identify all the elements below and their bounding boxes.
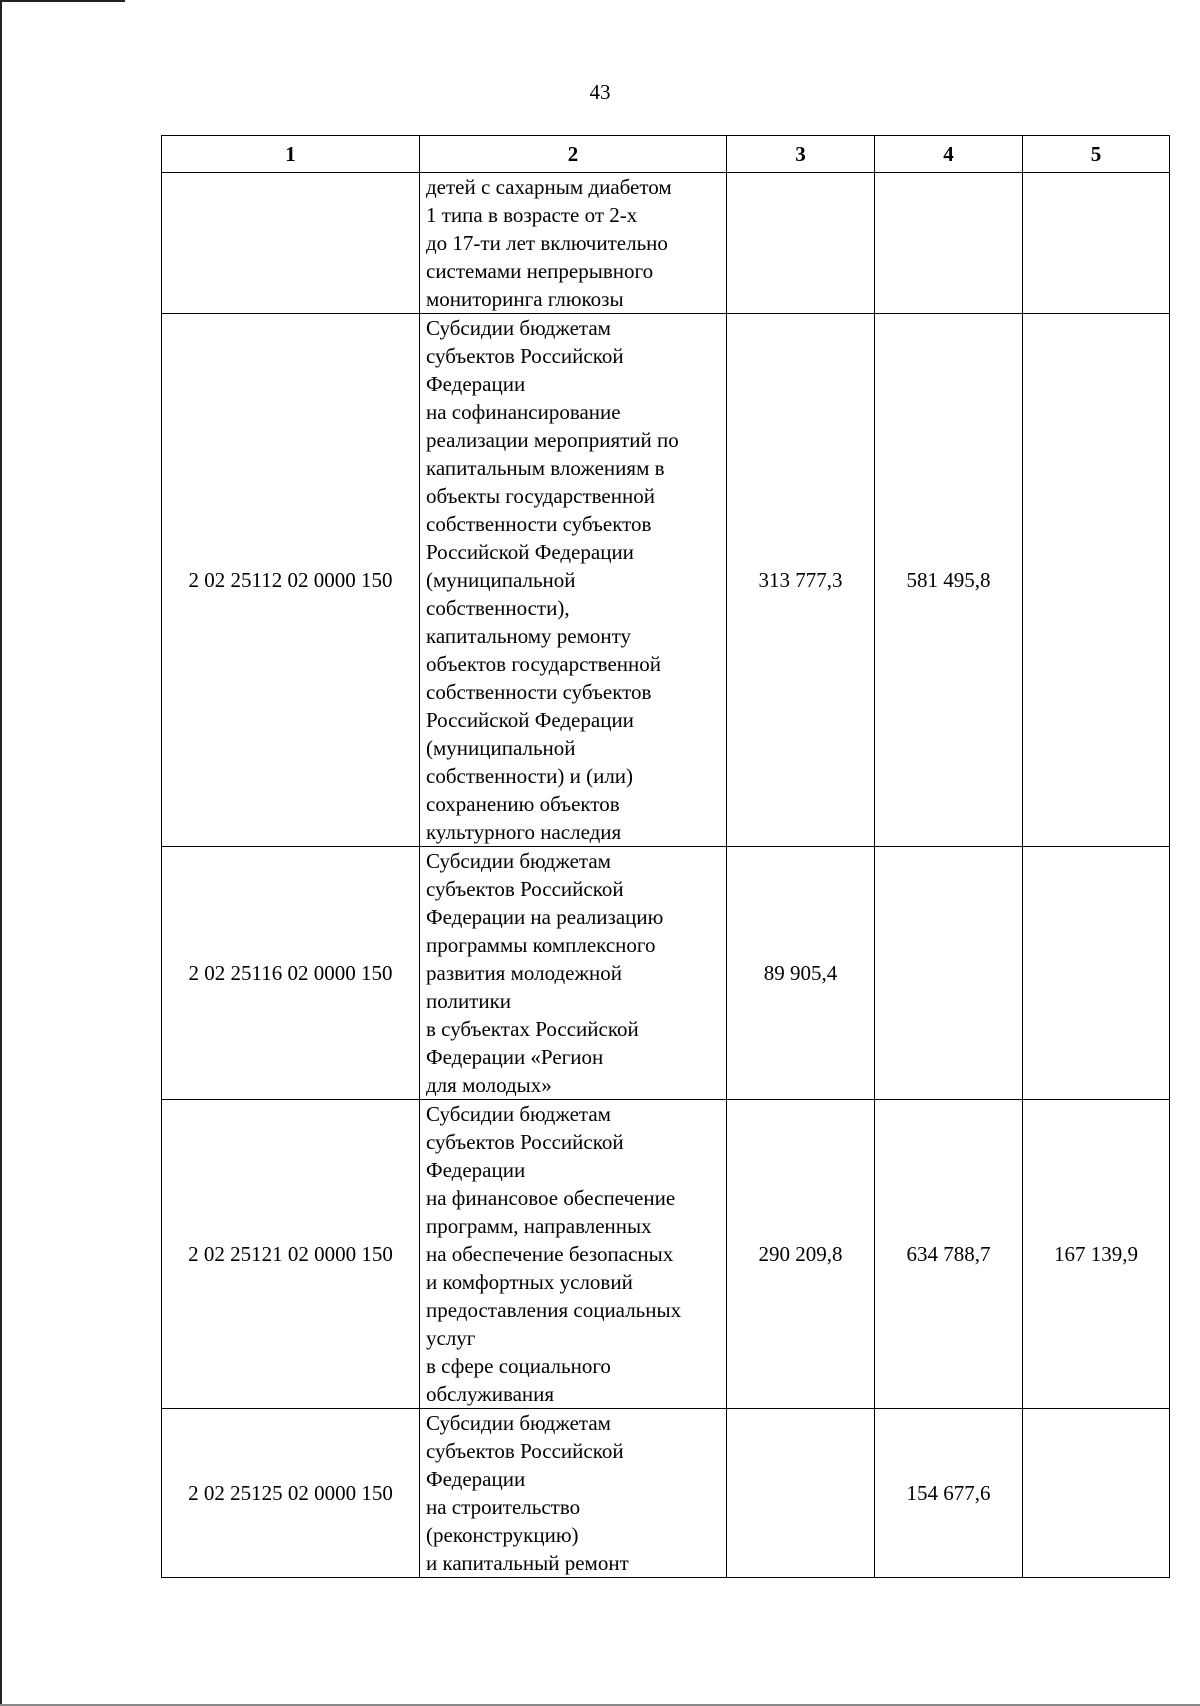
column-header: 4	[875, 136, 1023, 173]
description-line: системами непрерывного	[426, 259, 654, 283]
table-row	[162, 314, 1170, 847]
description-line: субъектов Российской	[426, 344, 624, 368]
description-line: объекты государственной	[426, 484, 655, 508]
description-cell	[420, 173, 727, 314]
budget-table	[161, 135, 1170, 1578]
description-line: предоставления социальных	[426, 1298, 682, 1322]
description-line: собственности) и (или)	[426, 764, 634, 788]
amount-cell-3	[727, 1409, 875, 1578]
description-line: культурного наследия	[426, 820, 622, 844]
description-line: в субъектах Российской	[426, 1017, 639, 1041]
column-header: 3	[727, 136, 875, 173]
description-cell	[420, 1409, 727, 1578]
description-line: 1 типа в возрасте от 2-х	[426, 203, 638, 227]
description-line: на софинансирование	[426, 400, 621, 424]
budget-code-cell: 2 02 25125 02 0000 150	[162, 1409, 420, 1578]
description-line: Субсидии бюджетам	[426, 1411, 611, 1435]
scan-edge-left	[0, 0, 2, 1706]
table-row	[162, 173, 1170, 314]
description-line: субъектов Российской	[426, 1130, 624, 1154]
amount-cell-4: 581 495,8	[875, 314, 1023, 847]
description-line: (муниципальной	[426, 736, 576, 760]
description-line: Субсидии бюджетам	[426, 316, 611, 340]
description-line: Федерации	[426, 1158, 526, 1182]
description-line: (реконструкцию)	[426, 1523, 579, 1547]
amount-cell-5	[1023, 314, 1170, 847]
amount-cell-4: 634 788,7	[875, 1100, 1023, 1409]
amount-cell-5	[1023, 1409, 1170, 1578]
description-line: до 17-ти лет включительно	[426, 231, 668, 255]
description-line: Федерации «Регион	[426, 1045, 604, 1069]
amount-cell-5: 167 139,9	[1023, 1100, 1170, 1409]
description-line: мониторинга глюкозы	[426, 287, 624, 311]
description-line: реализации мероприятий по	[426, 428, 679, 452]
amount-cell-3: 290 209,8	[727, 1100, 875, 1409]
description-line: политики	[426, 989, 512, 1013]
description-line: на обеспечение безопасных	[426, 1242, 674, 1266]
description-line: собственности субъектов	[426, 512, 652, 536]
budget-code-cell	[162, 173, 420, 314]
amount-cell-5	[1023, 173, 1170, 314]
description-line: капитальным вложениям в	[426, 456, 665, 480]
amount-cell-4: 154 677,6	[875, 1409, 1023, 1578]
amount-cell-3: 313 777,3	[727, 314, 875, 847]
description-line: Российской Федерации	[426, 540, 634, 564]
amount-cell-3: 89 905,4	[727, 847, 875, 1100]
description-cell	[420, 847, 727, 1100]
description-line: на строительство	[426, 1495, 581, 1519]
description-line: капитальному ремонту	[426, 624, 632, 648]
description-line: обслуживания	[426, 1382, 555, 1406]
description-line: на финансовое обеспечение	[426, 1186, 676, 1210]
table-row	[162, 1409, 1170, 1578]
description-line: в сфере социального	[426, 1354, 611, 1378]
description-line: для молодых»	[426, 1073, 552, 1097]
table-row	[162, 847, 1170, 1100]
description-line: Федерации	[426, 1467, 526, 1491]
description-line: субъектов Российской	[426, 1439, 624, 1463]
amount-cell-4	[875, 173, 1023, 314]
description-line: услуг	[426, 1326, 476, 1350]
description-line: программ, направленных	[426, 1214, 652, 1238]
description-cell	[420, 314, 727, 847]
column-header: 2	[420, 136, 727, 173]
amount-cell-3	[727, 173, 875, 314]
description-line: и капитальный ремонт	[426, 1551, 629, 1575]
description-line: субъектов Российской	[426, 877, 624, 901]
description-line: развития молодежной	[426, 961, 622, 985]
description-line: Федерации на реализацию	[426, 905, 664, 929]
description-line: Субсидии бюджетам	[426, 849, 611, 873]
amount-cell-5	[1023, 847, 1170, 1100]
header-row	[162, 136, 1170, 173]
table-row	[162, 1100, 1170, 1409]
table-body	[162, 173, 1170, 1578]
budget-code-cell: 2 02 25116 02 0000 150	[162, 847, 420, 1100]
budget-code-cell: 2 02 25112 02 0000 150	[162, 314, 420, 847]
description-line: программы комплексного	[426, 933, 656, 957]
page-number: 43	[589, 80, 611, 104]
description-cell	[420, 1100, 727, 1409]
column-header: 5	[1023, 136, 1170, 173]
column-header: 1	[162, 136, 420, 173]
description-line: и комфортных условий	[426, 1270, 633, 1294]
description-line: собственности субъектов	[426, 680, 652, 704]
amount-cell-4	[875, 847, 1023, 1100]
description-line: детей с сахарным диабетом	[426, 175, 672, 199]
description-line: сохранению объектов	[426, 792, 620, 816]
scan-edge-top	[0, 0, 125, 2]
description-line: Федерации	[426, 372, 526, 396]
description-line: Российской Федерации	[426, 708, 634, 732]
description-line: (муниципальной	[426, 568, 576, 592]
description-line: собственности),	[426, 596, 570, 620]
budget-code-cell: 2 02 25121 02 0000 150	[162, 1100, 420, 1409]
description-line: объектов государственной	[426, 652, 661, 676]
description-line: Субсидии бюджетам	[426, 1102, 611, 1126]
